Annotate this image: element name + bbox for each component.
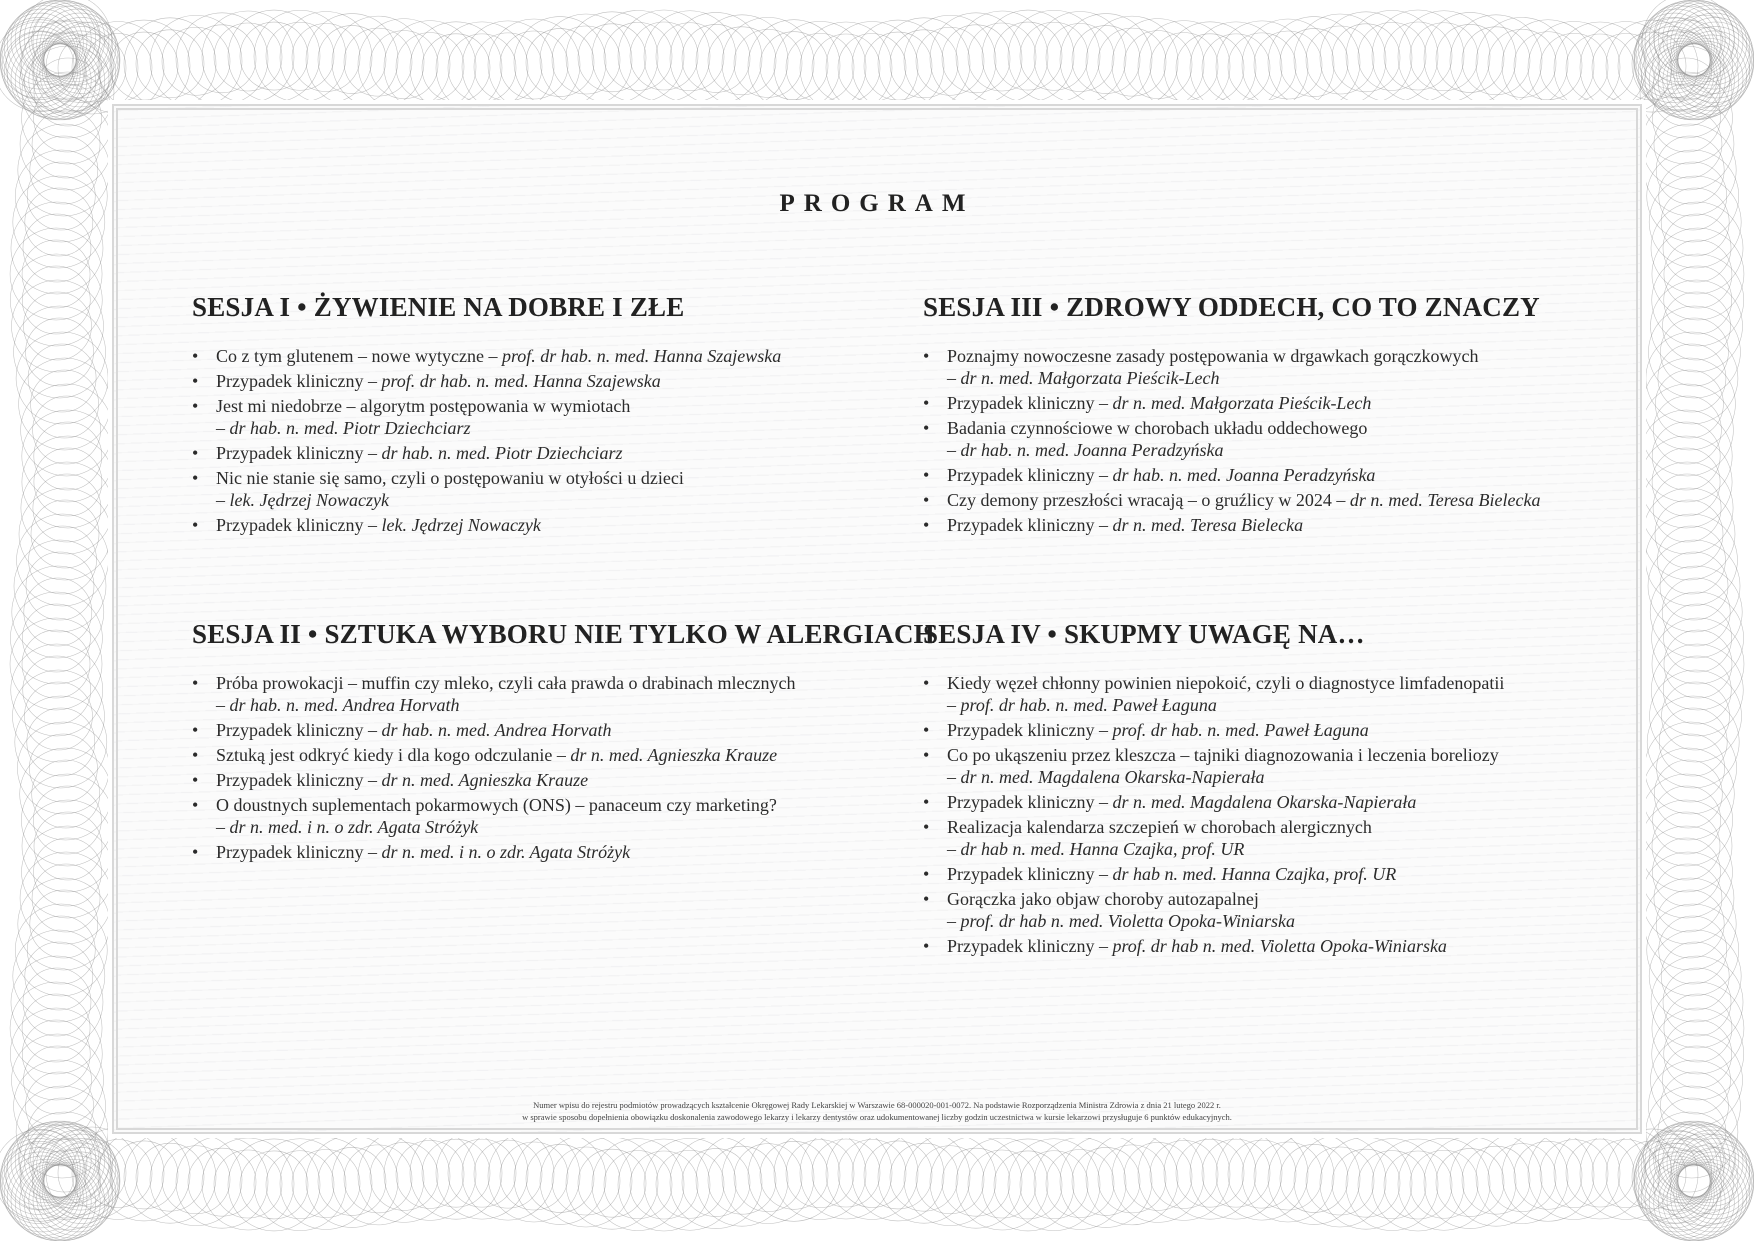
item-topic: Nic nie stanie się samo, czyli o postępowaniu w otyłości u dzieci bbox=[216, 468, 684, 488]
item-speaker: prof. dr hab n. med. Violetta Opoka-Winiarska bbox=[1112, 936, 1447, 956]
item-topic: Przypadek kliniczny bbox=[947, 792, 1095, 812]
program-item bbox=[192, 794, 935, 838]
dash-separator: – bbox=[363, 371, 382, 391]
item-topic: Przypadek kliniczny bbox=[216, 720, 364, 740]
bullet-icon: • bbox=[192, 346, 199, 366]
item-topic: Realizacja kalendarza szczepień w chorobach alergicznych bbox=[947, 817, 1372, 837]
dash-separator: – bbox=[216, 418, 230, 438]
bullet-icon: • bbox=[923, 936, 930, 956]
item-topic: Co z tym glutenem – nowe wytyczne bbox=[216, 346, 484, 366]
item-topic: Czy demony przeszłości wracają – o gruźlicy w 2024 bbox=[947, 490, 1332, 510]
program-item bbox=[192, 370, 781, 392]
session-items bbox=[923, 345, 1541, 536]
program-item bbox=[923, 417, 1541, 461]
item-speaker: prof. dr hab. n. med. Paweł Łaguna bbox=[1112, 720, 1369, 740]
item-topic: Badania czynnościowe w chorobach układu oddechowego bbox=[947, 418, 1368, 438]
program-item bbox=[923, 489, 1541, 511]
item-topic: Przypadek kliniczny bbox=[947, 515, 1095, 535]
dash-separator: – bbox=[947, 911, 961, 931]
dash-separator: – bbox=[1094, 465, 1113, 485]
item-speaker: dr hab. n. med. Piotr Dziechciarz bbox=[381, 443, 623, 463]
bullet-icon: • bbox=[192, 515, 199, 535]
item-speaker: lek. Jędrzej Nowaczyk bbox=[229, 490, 389, 510]
program-item bbox=[923, 863, 1504, 885]
item-topic: O doustnych suplementach pokarmowych (ONS) – panaceum czy marketing? bbox=[216, 795, 777, 815]
page-title: PROGRAM bbox=[779, 190, 975, 217]
item-topic: Przypadek kliniczny bbox=[947, 720, 1095, 740]
bullet-icon: • bbox=[923, 792, 930, 812]
bullet-icon: • bbox=[923, 393, 930, 413]
bullet-icon: • bbox=[192, 396, 199, 416]
dash-separator: – bbox=[1094, 792, 1113, 812]
item-speaker: dr n. med. Teresa Bielecka bbox=[1112, 515, 1304, 535]
dash-separator: – bbox=[552, 745, 571, 765]
dash-separator: – bbox=[216, 490, 230, 510]
dash-separator: – bbox=[483, 346, 502, 366]
dash-separator: – bbox=[1331, 490, 1350, 510]
item-topic: Przypadek kliniczny bbox=[216, 770, 364, 790]
dash-separator: – bbox=[1094, 720, 1113, 740]
program-item bbox=[192, 719, 935, 741]
session-1 bbox=[192, 292, 781, 539]
bullet-icon: • bbox=[923, 720, 930, 740]
item-topic: Przypadek kliniczny bbox=[216, 842, 364, 862]
item-topic: Sztuką jest odkryć kiedy i dla kogo odczulanie bbox=[216, 745, 553, 765]
session-heading: SESJA I • ŻYWIENIE NA DOBRE I ZŁE bbox=[192, 292, 685, 322]
bullet-icon: • bbox=[192, 673, 199, 693]
dash-separator: – bbox=[1094, 864, 1113, 884]
item-speaker: dr n. med. Agnieszka Krauze bbox=[570, 745, 778, 765]
item-topic: Jest mi niedobrze – algorytm postępowania w wymiotach bbox=[216, 396, 631, 416]
item-speaker: dr hab n. med. Hanna Czajka, prof. UR bbox=[1112, 864, 1397, 884]
bullet-icon: • bbox=[192, 468, 199, 488]
program-item bbox=[923, 719, 1504, 741]
session-items bbox=[923, 672, 1504, 957]
item-speaker: dr n. med. Magdalena Okarska-Napierała bbox=[960, 767, 1265, 787]
dash-separator: – bbox=[363, 443, 382, 463]
program-item bbox=[192, 442, 781, 464]
session-heading: SESJA IV • SKUPMY UWAGĘ NA… bbox=[923, 619, 1365, 649]
dash-separator: – bbox=[363, 515, 382, 535]
dash-separator: – bbox=[1094, 936, 1113, 956]
item-topic: Przypadek kliniczny bbox=[216, 371, 364, 391]
program-item bbox=[923, 672, 1504, 716]
bullet-icon: • bbox=[923, 889, 930, 909]
program-item bbox=[192, 744, 935, 766]
bullet-icon: • bbox=[192, 842, 199, 862]
bullet-icon: • bbox=[923, 346, 930, 366]
item-topic: Przypadek kliniczny bbox=[947, 393, 1095, 413]
item-speaker: prof. dr hab. n. med. Hanna Szajewska bbox=[381, 371, 661, 391]
item-topic: Kiedy węzeł chłonny powinien niepokoić, czyli o diagnostyce limfadenopatii bbox=[947, 673, 1505, 693]
dash-separator: – bbox=[947, 368, 961, 388]
item-speaker: dr hab. n. med. Piotr Dziechciarz bbox=[229, 418, 471, 438]
item-speaker: dr n. med. Teresa Bielecka bbox=[1349, 490, 1541, 510]
program-item bbox=[192, 345, 781, 367]
dash-separator: – bbox=[947, 767, 961, 787]
item-speaker: dr n. med. i n. o zdr. Agata Stróżyk bbox=[381, 842, 631, 862]
bullet-icon: • bbox=[192, 770, 199, 790]
item-speaker: dr n. med. Agnieszka Krauze bbox=[381, 770, 589, 790]
dash-separator: – bbox=[947, 440, 961, 460]
bullet-icon: • bbox=[923, 864, 930, 884]
bullet-icon: • bbox=[923, 490, 930, 510]
session-heading: SESJA II • SZTUKA WYBORU NIE TYLKO W ALERGIACH bbox=[192, 619, 935, 649]
item-speaker: dr n. med. Małgorzata Pieścik-Lech bbox=[1112, 393, 1372, 413]
dash-separator: – bbox=[216, 695, 230, 715]
bullet-icon: • bbox=[192, 371, 199, 391]
dash-separator: – bbox=[947, 695, 961, 715]
bullet-icon: • bbox=[192, 795, 199, 815]
item-topic: Przypadek kliniczny bbox=[947, 465, 1095, 485]
session-4 bbox=[923, 619, 1504, 960]
accreditation-line-1: Numer wpisu do rejestru podmiotów prowadzących kształcenie Okręgowej Rady Lekarskiej w Warszawie 68-000020-001-0072. Na podstawie Rozporządzenia Ministra Zdrowia z dnia 21 lutego 2022 r. bbox=[533, 1100, 1221, 1110]
program-item bbox=[192, 395, 781, 439]
dash-separator: – bbox=[216, 817, 230, 837]
dash-separator: – bbox=[1094, 515, 1113, 535]
session-heading: SESJA III • ZDROWY ODDECH, CO TO ZNACZY bbox=[923, 292, 1540, 322]
bullet-icon: • bbox=[923, 418, 930, 438]
item-speaker: dr hab n. med. Hanna Czajka, prof. UR bbox=[960, 839, 1245, 859]
accreditation-line-2: w sprawie sposobu dopełnienia obowiązku doskonalenia zawodowego lekarzy i lekarzy dentystów oraz udokumentowanej liczby godzin uczestnictwa w kursie lekarzowi przysługuje 6 punktów edukacyjnych. bbox=[522, 1112, 1232, 1122]
dash-separator: – bbox=[363, 842, 382, 862]
item-topic: Przypadek kliniczny bbox=[216, 443, 364, 463]
item-topic: Co po ukąszeniu przez kleszcza – tajniki diagnozowania i leczenia boreliozy bbox=[947, 745, 1499, 765]
program-item bbox=[923, 744, 1504, 788]
item-topic: Przypadek kliniczny bbox=[947, 936, 1095, 956]
bullet-icon: • bbox=[192, 720, 199, 740]
bullet-icon: • bbox=[923, 817, 930, 837]
session-2 bbox=[192, 619, 935, 866]
program-item bbox=[192, 467, 781, 511]
dash-separator: – bbox=[1094, 393, 1113, 413]
item-speaker: dr hab. n. med. Joanna Peradzyńska bbox=[1112, 465, 1376, 485]
session-3 bbox=[923, 292, 1541, 539]
item-speaker: prof. dr hab. n. med. Paweł Łaguna bbox=[960, 695, 1217, 715]
program-item bbox=[923, 888, 1504, 932]
program-item bbox=[192, 769, 935, 791]
item-topic: Gorączka jako objaw choroby autozapalnej bbox=[947, 889, 1259, 909]
program-item bbox=[192, 672, 935, 716]
program-item bbox=[923, 791, 1504, 813]
dash-separator: – bbox=[363, 770, 382, 790]
item-topic: Przypadek kliniczny bbox=[947, 864, 1095, 884]
program-item bbox=[192, 514, 781, 536]
item-topic: Poznajmy nowoczesne zasady postępowania w drgawkach gorączkowych bbox=[947, 346, 1479, 366]
program-item bbox=[923, 935, 1504, 957]
session-items bbox=[192, 345, 781, 536]
bullet-icon: • bbox=[923, 673, 930, 693]
dash-separator: – bbox=[363, 720, 382, 740]
bullet-icon: • bbox=[192, 443, 199, 463]
item-speaker: dr hab. n. med. Joanna Peradzyńska bbox=[960, 440, 1224, 460]
item-speaker: prof. dr hab n. med. Violetta Opoka-Winiarska bbox=[960, 911, 1295, 931]
item-speaker: dr hab. n. med. Andrea Horvath bbox=[381, 720, 612, 740]
item-speaker: dr n. med. Małgorzata Pieścik-Lech bbox=[960, 368, 1220, 388]
item-speaker: lek. Jędrzej Nowaczyk bbox=[381, 515, 541, 535]
bullet-icon: • bbox=[923, 465, 930, 485]
session-items bbox=[192, 672, 935, 863]
program-item bbox=[923, 514, 1541, 536]
bullet-icon: • bbox=[923, 745, 930, 765]
dash-separator: – bbox=[947, 839, 961, 859]
item-speaker: dr n. med. i n. o zdr. Agata Stróżyk bbox=[229, 817, 479, 837]
item-topic: Próba prowokacji – muffin czy mleko, czyli cała prawda o drabinach mlecznych bbox=[216, 673, 796, 693]
program-item bbox=[923, 464, 1541, 486]
accreditation-note bbox=[0, 1099, 1754, 1123]
item-speaker: dr hab. n. med. Andrea Horvath bbox=[229, 695, 460, 715]
program-item bbox=[192, 841, 935, 863]
program-item bbox=[923, 816, 1504, 860]
item-speaker: prof. dr hab. n. med. Hanna Szajewska bbox=[501, 346, 782, 366]
program-item bbox=[923, 345, 1541, 389]
program-item bbox=[923, 392, 1541, 414]
bullet-icon: • bbox=[923, 515, 930, 535]
bullet-icon: • bbox=[192, 745, 199, 765]
item-speaker: dr n. med. Magdalena Okarska-Napierała bbox=[1112, 792, 1417, 812]
item-topic: Przypadek kliniczny bbox=[216, 515, 364, 535]
